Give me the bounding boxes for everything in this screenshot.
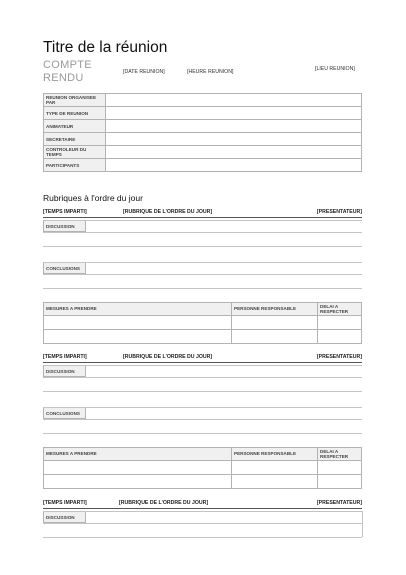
info-row-organizer	[44, 94, 362, 107]
divider	[43, 419, 362, 420]
time-allotted[interactable]: [TEMPS IMPARTI]	[43, 354, 87, 360]
info-label: CONTROLEUR DU TEMPS	[44, 146, 106, 159]
action-items-table	[43, 447, 362, 489]
info-value-cell[interactable]	[106, 146, 362, 159]
info-label: TYPE DE REUNION	[44, 107, 106, 120]
agenda-item-header	[43, 209, 362, 217]
info-label: PARTICIPANTS	[44, 159, 106, 172]
agenda-item-header	[43, 500, 362, 508]
discussion-label: DISCUSSION	[43, 511, 86, 523]
conclusions-label: CONCLUSIONS	[43, 407, 86, 419]
meeting-info-table	[43, 93, 362, 172]
action-cell[interactable]	[44, 330, 232, 344]
info-row-secretary	[44, 133, 362, 146]
divider	[43, 274, 362, 275]
deadline-cell[interactable]	[318, 475, 362, 489]
info-label: REUNION ORGANISEE PAR	[44, 94, 106, 107]
divider	[362, 511, 363, 537]
agenda-item-header	[43, 354, 362, 362]
info-row-timekeeper	[44, 146, 362, 159]
time-allotted[interactable]: [TEMPS IMPARTI]	[43, 500, 87, 506]
divider	[43, 391, 362, 392]
time-allotted[interactable]: [TEMPS IMPARTI]	[43, 209, 87, 215]
deadline-cell[interactable]	[318, 461, 362, 475]
agenda-topic[interactable]: [RUBRIQUE DE L'ORDRE DU JOUR]	[123, 354, 213, 360]
responsible-cell[interactable]	[232, 461, 318, 475]
divider	[43, 220, 362, 221]
agenda-topic[interactable]: [RUBRIQUE DE L'ORDRE DU JOUR]	[119, 500, 209, 506]
divider	[43, 407, 362, 408]
action-cell[interactable]	[44, 461, 232, 475]
info-value-cell[interactable]	[106, 133, 362, 146]
discussion-label: DISCUSSION	[43, 220, 86, 232]
info-label: ANIMATEUR	[44, 120, 106, 133]
agenda-topic[interactable]: [RUBRIQUE DE L'ORDRE DU JOUR]	[123, 209, 213, 215]
info-label: SECRETAIRE	[44, 133, 106, 146]
conclusions-label: CONCLUSIONS	[43, 262, 86, 274]
info-value-cell[interactable]	[106, 94, 362, 107]
deadline-header: DELAI A RESPECTER	[318, 448, 362, 461]
location-field[interactable]: [LIEU REUNION]	[315, 66, 355, 72]
divider	[43, 508, 362, 509]
divider	[43, 433, 362, 434]
deadline-cell[interactable]	[318, 316, 362, 330]
deadline-cell[interactable]	[318, 330, 362, 344]
presenter[interactable]: [PRESENTATEUR]	[316, 500, 362, 506]
info-row-facilitator	[44, 120, 362, 133]
agenda-section-title: Rubriques à l'ordre du jour	[43, 193, 143, 203]
info-value-cell[interactable]	[106, 120, 362, 133]
action-cell[interactable]	[44, 316, 232, 330]
action-items-table	[43, 302, 362, 344]
time-field[interactable]: [HEURE REUNION]	[187, 69, 234, 75]
divider	[43, 262, 362, 263]
divider	[43, 511, 362, 512]
info-value-cell[interactable]	[106, 159, 362, 172]
presenter[interactable]: [PRESENTATEUR]	[316, 354, 362, 360]
info-row-type	[44, 107, 362, 120]
divider	[43, 537, 362, 538]
divider	[43, 362, 362, 363]
responsible-header: PERSONNE RESPONSABLE	[232, 303, 318, 316]
responsible-cell[interactable]	[232, 475, 318, 489]
responsible-cell[interactable]	[232, 316, 318, 330]
divider	[43, 246, 362, 247]
responsible-cell[interactable]	[232, 330, 318, 344]
divider	[43, 288, 362, 289]
presenter[interactable]: [PRESENTATEUR]	[316, 209, 362, 215]
divider	[43, 377, 362, 378]
action-cell[interactable]	[44, 475, 232, 489]
page-subtitle: COMPTE RENDU	[43, 59, 92, 84]
actions-header: MESURES A PRENDRE	[44, 448, 232, 461]
page-title: Titre de la réunion	[43, 39, 168, 56]
divider	[43, 232, 362, 233]
responsible-header: PERSONNE RESPONSABLE	[232, 448, 318, 461]
actions-header: MESURES A PRENDRE	[44, 303, 232, 316]
date-field[interactable]: [DATE REUNION]	[123, 69, 165, 75]
divider	[43, 217, 362, 218]
divider	[43, 523, 362, 524]
deadline-header: DELAI A RESPECTER	[318, 303, 362, 316]
divider	[43, 365, 362, 366]
discussion-label: DISCUSSION	[43, 365, 86, 377]
info-row-participants	[44, 159, 362, 172]
info-value-cell[interactable]	[106, 107, 362, 120]
